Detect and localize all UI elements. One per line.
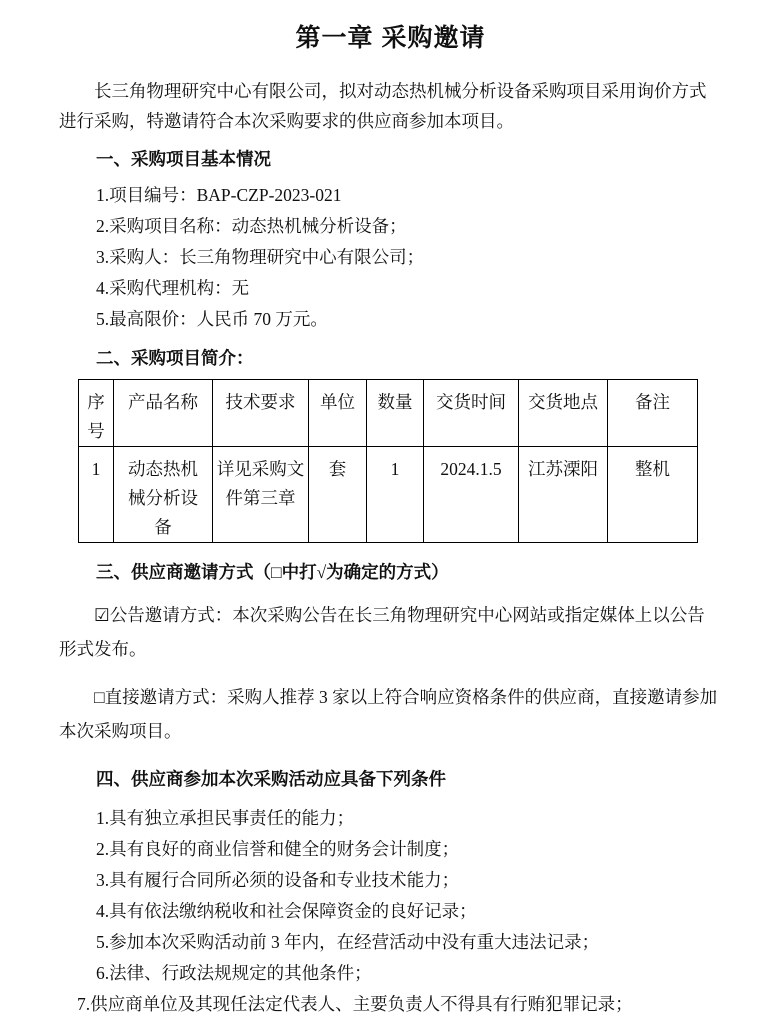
list-item: 1.项目编号：BAP-CZP-2023-021	[96, 185, 342, 205]
table-row	[79, 447, 698, 543]
table-cell-remark: 整机	[608, 447, 698, 543]
table-header-cell: 数量	[367, 380, 424, 447]
section-4-heading: 四、供应商参加本次采购活动应具备下列条件	[96, 769, 446, 789]
intro-paragraph: 长三角物理研究中心有限公司，拟对动态热机械分析设备采购项目采用询价方式进行采购，特邀请符合本次采购要求的供应商参加本项目。	[59, 81, 707, 131]
invite-option-direct	[59, 680, 722, 748]
page-title: 第一章 采购邀请	[295, 24, 486, 52]
procurement-items-table	[78, 379, 698, 543]
checkbox-unchecked-icon: □	[94, 687, 105, 707]
option-text: 直接邀请方式：采购人推荐 3 家以上符合响应资格条件的供应商，直接邀请参加本次采购项目。	[59, 687, 718, 741]
table-header-cell: 产品名称	[114, 380, 213, 447]
table-header-row	[79, 380, 698, 447]
table-header-cell: 序号	[79, 380, 114, 447]
list-item: 3.采购人：长三角物理研究中心有限公司；	[96, 247, 425, 267]
section-2-heading: 二、采购项目简介：	[96, 348, 254, 368]
list-item: 1.具有独立承担民事责任的能力；	[96, 808, 355, 828]
table-cell-qty: 1	[367, 447, 424, 543]
invite-option-announcement	[59, 598, 722, 666]
table-cell-delivery-time: 2024.1.5	[424, 447, 519, 543]
section-3-heading-bold: 三、供应商邀请方式	[96, 562, 254, 582]
table-header-cell: 交货地点	[519, 380, 608, 447]
list-item: 4.采购代理机构：无	[96, 278, 250, 298]
section-1-heading: 一、采购项目基本情况	[96, 149, 271, 169]
list-item: 2.采购项目名称：动态热机械分析设备；	[96, 216, 407, 236]
section-1-list	[59, 180, 722, 335]
table-cell-unit: 套	[309, 447, 367, 543]
option-text: 公告邀请方式：本次采购公告在长三角物理研究中心网站或指定媒体上以公告形式发布。	[59, 605, 705, 659]
table-header-cell: 技术要求	[213, 380, 309, 447]
table-cell-product: 动态热机械分析设备	[114, 447, 213, 543]
list-item: 7.供应商单位及其现任法定代表人、主要负责人不得具有行贿犯罪记录；	[77, 994, 633, 1014]
table-header-cell: 备注	[608, 380, 698, 447]
section-3-heading-note: （□中打√为确定的方式）	[253, 562, 449, 582]
list-item: 6.法律、行政法规规定的其他条件；	[96, 963, 372, 983]
section-4-list	[59, 803, 722, 1020]
list-item: 3.具有履行合同所必须的设备和专业技术能力；	[96, 870, 460, 890]
list-item: 2.具有良好的商业信誉和健全的财务会计制度；	[96, 839, 460, 859]
table-cell-tech: 详见采购文件第三章	[213, 447, 309, 543]
table-cell-delivery-place: 江苏溧阳	[519, 447, 608, 543]
table-header-cell: 交货时间	[424, 380, 519, 447]
list-item: 4.具有依法缴纳税收和社会保障资金的良好记录；	[96, 901, 477, 921]
table-header-cell: 单位	[309, 380, 367, 447]
list-item: 5.参加本次采购活动前 3 年内，在经营活动中没有重大违法记录；	[96, 932, 600, 952]
list-item: 5.最高限价：人民币 70 万元。	[96, 309, 328, 329]
table-cell-seq: 1	[79, 447, 114, 543]
section-3-heading	[59, 559, 722, 584]
checkbox-checked-icon: ☑	[94, 605, 110, 625]
